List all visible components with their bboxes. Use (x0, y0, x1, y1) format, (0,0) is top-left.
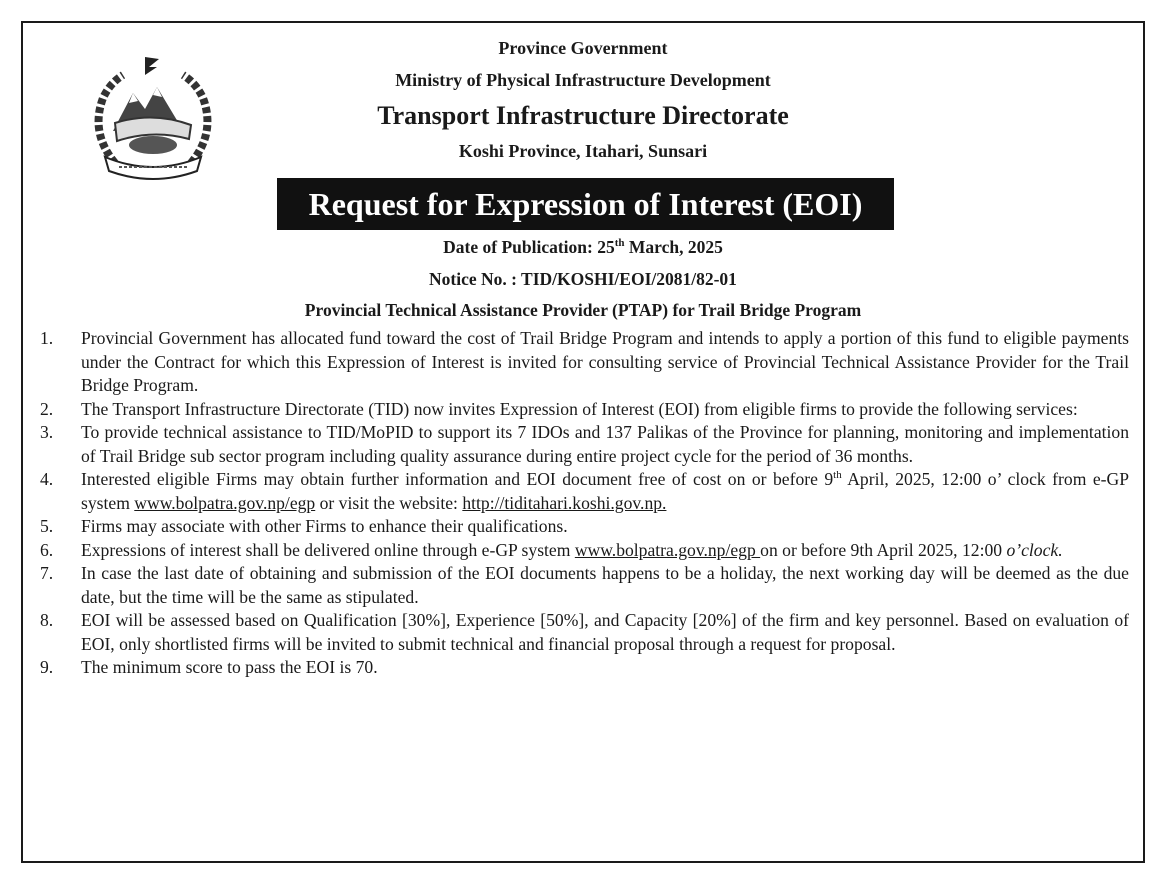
item-number: 4. (40, 469, 54, 489)
notice-title-banner: Request for Expression of Interest (EOI) (277, 178, 894, 230)
item-number: 3. (40, 422, 54, 442)
item-text: In case the last date of obtaining and submission of the EOI documents happens to be a holiday, the next working day will be deemed as the due date, but the time will be the same as stipulated. (81, 563, 1129, 607)
item-text: To provide technical assistance to TID/MoPID to support its 7 IDOs and 137 Palikas of the Province for planning, monitoring and implementation of Trail Bridge sub sector program including quality assurance during entire project cycle for the period of 36 months. (81, 422, 1129, 466)
list-item (39, 515, 1129, 539)
publication-sup: th (614, 237, 625, 250)
item-text-part: on or before 9th April 2025, 12:00 (760, 539, 1007, 560)
item-text (81, 468, 1129, 515)
item-number: 7. (40, 563, 54, 583)
item-text: Provincial Government has allocated fund toward the cost of Trail Bridge Program and intends to apply a portion of this fund to eligible payments under the Contract for which this Expression of Interest is invited for consulting service of Provincial Technical Assistance Provider for the Trail Bridge Program. (81, 328, 1129, 395)
publication-label: Date of Publication: 25 (443, 237, 615, 257)
item-text: The minimum score to pass the EOI is 70. (81, 657, 378, 677)
item-number: 9. (40, 657, 54, 677)
egp-link[interactable]: www.bolpatra.gov.np/egp (134, 492, 316, 513)
item-text: EOI will be assessed based on Qualification [30%], Experience [50%], and Capacity [20%] of the firm and key personnel. Based on evaluation of EOI, only shortlisted firms will be invited to submit technical and financial proposal through a request for proposal. (81, 610, 1129, 654)
header-line-directorate: Transport Infrastructure Directorate (377, 101, 789, 130)
item-text: The Transport Infrastructure Directorate (TID) now invites Expression of Interest (EOI) from eligible firms to provide the following services: (81, 398, 1078, 419)
list-item (39, 468, 1129, 515)
item-text (81, 539, 1129, 563)
list-item (39, 398, 1129, 422)
header-line-location: Koshi Province, Itahari, Sunsari (458, 141, 708, 161)
item-text-italic: o’clock. (1006, 539, 1063, 560)
website-link[interactable]: http://tiditahari.koshi.gov.np. (462, 492, 667, 513)
item-text-part: or visit the website: (315, 492, 463, 513)
list-item (39, 327, 1129, 398)
item-text-part: April, 2025, 12:00 o’ clock from e-GP system (81, 469, 1129, 513)
list-item (39, 539, 1129, 563)
list-item (39, 656, 1129, 680)
publication-date (23, 237, 1143, 258)
item-text: Firms may associate with other Firms to enhance their qualifications. (81, 516, 568, 536)
notice-subject: Provincial Technical Assistance Provider (PTAP) for Trail Bridge Program (304, 300, 862, 320)
item-sup: th (833, 469, 842, 482)
item-number: 2. (40, 398, 54, 419)
item-number: 8. (40, 610, 54, 630)
item-number: 6. (40, 539, 54, 560)
list-item (39, 421, 1129, 468)
item-text-part: Interested eligible Firms may obtain further information and EOI document free of cost on or before 9 (81, 469, 834, 489)
eoi-notice (21, 21, 1145, 863)
header-line-ministry: Ministry of Physical Infrastructure Development (395, 70, 771, 90)
list-item (39, 609, 1129, 656)
item-number: 1. (40, 328, 54, 348)
egp-link[interactable]: www.bolpatra.gov.np/egp (574, 539, 761, 560)
item-text-part: Expressions of interest shall be delivered online through e-GP system (81, 539, 575, 560)
publication-month: March, 2025 (624, 237, 723, 257)
notice-number: Notice No. : TID/KOSHI/EOI/2081/82-01 (429, 269, 737, 289)
item-number: 5. (40, 516, 54, 536)
list-item (39, 562, 1129, 609)
notice-item-list (39, 327, 1129, 680)
header-line-province: Province Government (498, 38, 668, 58)
